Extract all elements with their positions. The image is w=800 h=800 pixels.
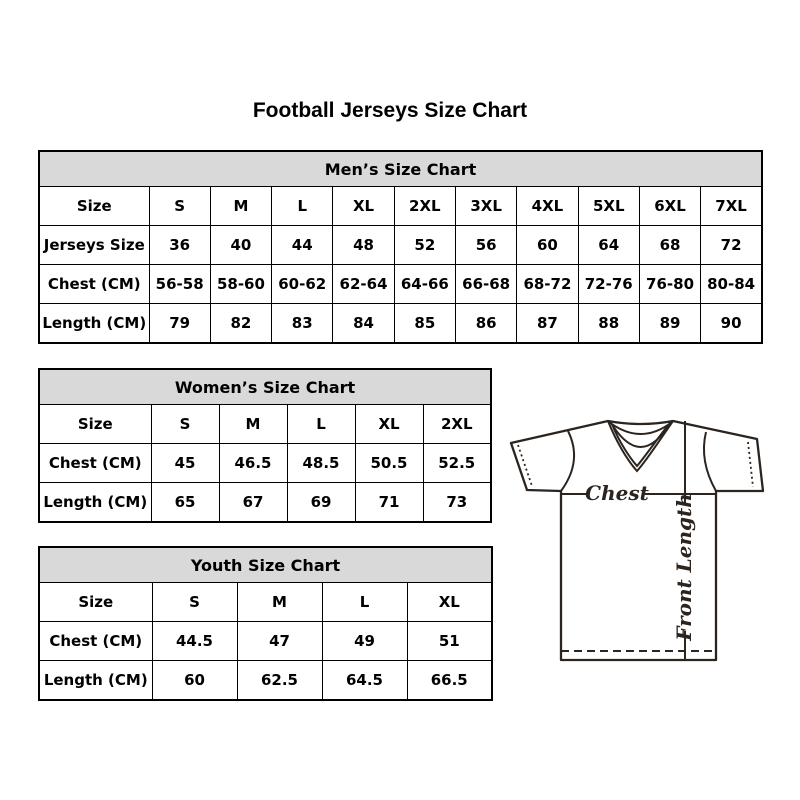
cell: 2XL xyxy=(394,187,455,226)
cell: 56-58 xyxy=(149,265,210,304)
cell: 46.5 xyxy=(219,444,287,483)
row-label: Length (CM) xyxy=(39,661,152,701)
cell: 45 xyxy=(151,444,219,483)
cell: XL xyxy=(355,405,423,444)
table-header-row xyxy=(39,369,491,405)
table-row xyxy=(39,187,762,226)
row-label: Size xyxy=(39,405,151,444)
cell: XL xyxy=(333,187,394,226)
cell: 69 xyxy=(287,483,355,523)
cell: 79 xyxy=(149,304,210,344)
cell: 64 xyxy=(578,226,639,265)
cell: 4XL xyxy=(517,187,578,226)
cell: 2XL xyxy=(423,405,491,444)
jersey-outline xyxy=(511,421,763,660)
mens-table-title: Men’s Size Chart xyxy=(39,151,762,187)
sleeve-seam-left xyxy=(561,431,574,491)
row-label: Jerseys Size xyxy=(39,226,149,265)
cell: 66.5 xyxy=(407,661,492,701)
cell: 62.5 xyxy=(237,661,322,701)
youth-size-table xyxy=(38,546,493,701)
table-header-row xyxy=(39,547,492,583)
cell: 72-76 xyxy=(578,265,639,304)
cell: 73 xyxy=(423,483,491,523)
cell: 5XL xyxy=(578,187,639,226)
cuff-stitch-right xyxy=(748,442,753,487)
cell: 64-66 xyxy=(394,265,455,304)
cell: L xyxy=(322,583,407,622)
cell: 49 xyxy=(322,622,407,661)
cell: S xyxy=(149,187,210,226)
cell: 68 xyxy=(639,226,700,265)
cell: 88 xyxy=(578,304,639,344)
cell: 60-62 xyxy=(272,265,333,304)
cell: M xyxy=(210,187,271,226)
cell: XL xyxy=(407,583,492,622)
table-row xyxy=(39,483,491,523)
cell: 52 xyxy=(394,226,455,265)
cell: 86 xyxy=(455,304,516,344)
cell: 36 xyxy=(149,226,210,265)
jersey-measurement-diagram xyxy=(503,411,769,671)
cell: 64.5 xyxy=(322,661,407,701)
table-header-row xyxy=(39,151,762,187)
cell: 52.5 xyxy=(423,444,491,483)
cell: 80-84 xyxy=(701,265,762,304)
cell: 87 xyxy=(517,304,578,344)
cell: 40 xyxy=(210,226,271,265)
cell: 72 xyxy=(701,226,762,265)
cell: L xyxy=(272,187,333,226)
cell: 51 xyxy=(407,622,492,661)
table-row xyxy=(39,661,492,701)
cell: 66-68 xyxy=(455,265,516,304)
table-row xyxy=(39,622,492,661)
cell: 67 xyxy=(219,483,287,523)
womens-table-title: Women’s Size Chart xyxy=(39,369,491,405)
cell: 82 xyxy=(210,304,271,344)
cell: M xyxy=(237,583,322,622)
cell: L xyxy=(287,405,355,444)
cell: 62-64 xyxy=(333,265,394,304)
cell: 85 xyxy=(394,304,455,344)
table-row xyxy=(39,226,762,265)
cell: 47 xyxy=(237,622,322,661)
cell: 90 xyxy=(701,304,762,344)
row-label: Chest (CM) xyxy=(39,265,149,304)
cell: M xyxy=(219,405,287,444)
mens-size-table xyxy=(38,150,763,344)
cuff-stitch-left xyxy=(518,445,532,486)
cell: 83 xyxy=(272,304,333,344)
cell: 44 xyxy=(272,226,333,265)
row-label: Size xyxy=(39,583,152,622)
cell: 50.5 xyxy=(355,444,423,483)
table-row xyxy=(39,304,762,344)
sleeve-seam-right xyxy=(704,432,716,491)
cell: 7XL xyxy=(701,187,762,226)
cell: S xyxy=(152,583,237,622)
cell: 48 xyxy=(333,226,394,265)
cell: 48.5 xyxy=(287,444,355,483)
row-label: Length (CM) xyxy=(39,304,149,344)
row-label: Chest (CM) xyxy=(39,622,152,661)
youth-table-title: Youth Size Chart xyxy=(39,547,492,583)
cell: S xyxy=(151,405,219,444)
cell: 84 xyxy=(333,304,394,344)
row-label: Chest (CM) xyxy=(39,444,151,483)
cell: 68-72 xyxy=(517,265,578,304)
cell: 6XL xyxy=(639,187,700,226)
front-length-label: Front Length xyxy=(672,493,696,641)
cell: 71 xyxy=(355,483,423,523)
page-title: Football Jerseys Size Chart xyxy=(252,99,528,122)
cell: 3XL xyxy=(455,187,516,226)
cell: 56 xyxy=(455,226,516,265)
cell: 60 xyxy=(517,226,578,265)
womens-size-table xyxy=(38,368,492,523)
cell: 44.5 xyxy=(152,622,237,661)
row-label: Size xyxy=(39,187,149,226)
chest-label: Chest xyxy=(585,481,649,505)
row-label: Length (CM) xyxy=(39,483,151,523)
cell: 58-60 xyxy=(210,265,271,304)
table-row xyxy=(39,265,762,304)
table-row xyxy=(39,583,492,622)
table-row xyxy=(39,405,491,444)
cell: 76-80 xyxy=(639,265,700,304)
table-row xyxy=(39,444,491,483)
cell: 65 xyxy=(151,483,219,523)
cell: 60 xyxy=(152,661,237,701)
cell: 89 xyxy=(639,304,700,344)
